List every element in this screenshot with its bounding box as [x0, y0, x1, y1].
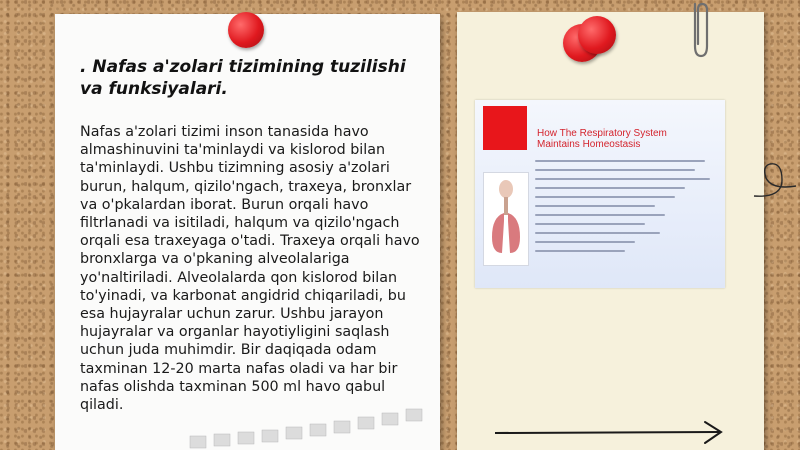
- arrow-right-icon: [493, 420, 725, 446]
- lungs-illustration-icon: [483, 172, 529, 266]
- slide-title-line1: How The Respiratory System: [537, 128, 667, 139]
- push-pin-icon: [578, 16, 616, 54]
- slide-title: [537, 128, 722, 150]
- slide-red-block: [483, 106, 527, 150]
- tape-strip-decoration: [180, 400, 440, 450]
- paperclip-icon: [686, 0, 716, 62]
- push-pin-icon: [228, 12, 264, 48]
- slide-image: [475, 100, 725, 288]
- slide-text-lines: [535, 160, 715, 259]
- note-body-text: Nafas a'zolari tizimi inson tanasida havo almashinuvini ta'minlaydi va kislorod bilan ta'minlaydi. Ushbu tizimning asosiy a'zolari burun, halqum, qizilo'ngach, traxeya, bronxlar va o'pkalardan iborat. Burun orqali havo filtrlanadi va isitiladi, halqum va qizilo'ngach orqali esa traxeyaga o'tadi. Traxeya orqali havo bronxlarga va o'pkaning alveolalariga yo'naltiriladi. Alveolalarda qon kislorod bilan to'yinadi, va karbonat angidrid chiqariladi, bu esa hujayralar uchun zarur. Ushbu jarayon hujayralar va organlar hayotiyligini saqlash uchun juda muhimdir. Bir daqiqada odam taxminan 12-20 marta nafas oladi va har bir nafas olishda taxminan 500 ml havo qabul qiladi.: [80, 124, 420, 414]
- slide-title-line2: Maintains Homeostasis: [537, 139, 641, 150]
- doodle-loop-icon: [752, 150, 798, 204]
- note-title: . Nafas a'zolari tizimining tuzilishi va funksiyalari.: [80, 57, 406, 99]
